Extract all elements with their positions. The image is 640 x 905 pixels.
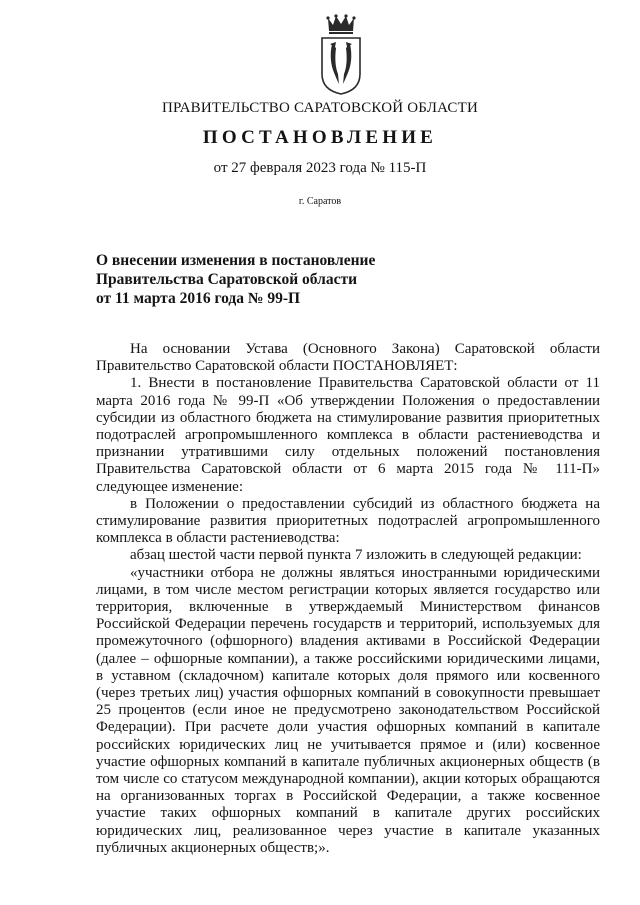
document-body — [96, 341, 600, 857]
document-city: г. Саратов — [298, 196, 342, 207]
subject-line: от 11 марта 2016 года № 99-П — [96, 290, 301, 307]
subject-line: Правительства Саратовской области — [96, 271, 357, 288]
body-paragraph-new-wording: «участники отбора не должны являться иностранными юридическими лицами, в том числе местом регистрации которых является государство или территория, включенные в утверждаемый Министерством финансов Российской Федерации перечень государств и территорий, используемых для промежуточного (офшорного) владения активами в Российской Федерации (далее – офшорные компании), а также российскими юридическими лицами, в уставном (складочном) капитале которых доля прямого или косвенного (через третьих лиц) участия офшорных компаний в совокупности превышает 25 процентов (если иное не предусмотрено законодательством Российской Федерации). При расчете доли участия офшорных компаний в капитале российских юридических лиц не учитывается прямое и (или) косвенное участие офшорных компаний в капитале публичных акционерных обществ (в том числе со статусом международной компании), акции которых обращаются на организованных торгах в Российской Федерации, а также косвенное участие таких офшорных компаний в капитале других российских юридических лиц, реализованное через участие в капитале указанных публичных акционерных обществ;». — [96, 564, 600, 856]
document-subject — [96, 251, 516, 308]
document-type-title: ПОСТАНОВЛЕНИЕ — [202, 127, 438, 148]
body-paragraph-amendment-instruction: абзац шестой части первой пункта 7 изложить в следующей редакции: — [130, 547, 582, 564]
subject-line: О внесении изменения в постановление — [96, 252, 376, 269]
document-date-number: от 27 февраля 2023 года № 115-П — [213, 160, 427, 176]
body-paragraph-item-1: 1. Внести в постановление Правительства Саратовской области от 11 марта 2016 года № 99-П «Об утверждении Положения о предоставлении субсидии из областного бюджета на стимулирование развития приоритетных подотраслей агропромышленного комплекса в области растениеводства и признании утратившими силу отдельных положений постановления Правительства Саратовской области от 6 марта 2015 года № 111-П» следующее изменение: — [96, 375, 600, 495]
body-paragraph-basis: На основании Устава (Основного Закона) Саратовской области Правительство Саратовской области ПОСТАНОВЛЯЕТ: — [96, 341, 600, 375]
body-paragraph-regulation: в Положении о предоставлении субсидий из областного бюджета на стимулирование развития приоритетных подотраслей агропромышленного комплекса в области растениеводства: — [96, 495, 600, 547]
saratov-coat-of-arms-icon — [318, 14, 364, 96]
government-name: ПРАВИТЕЛЬСТВО САРАТОВСКОЙ ОБЛАСТИ — [161, 100, 479, 116]
